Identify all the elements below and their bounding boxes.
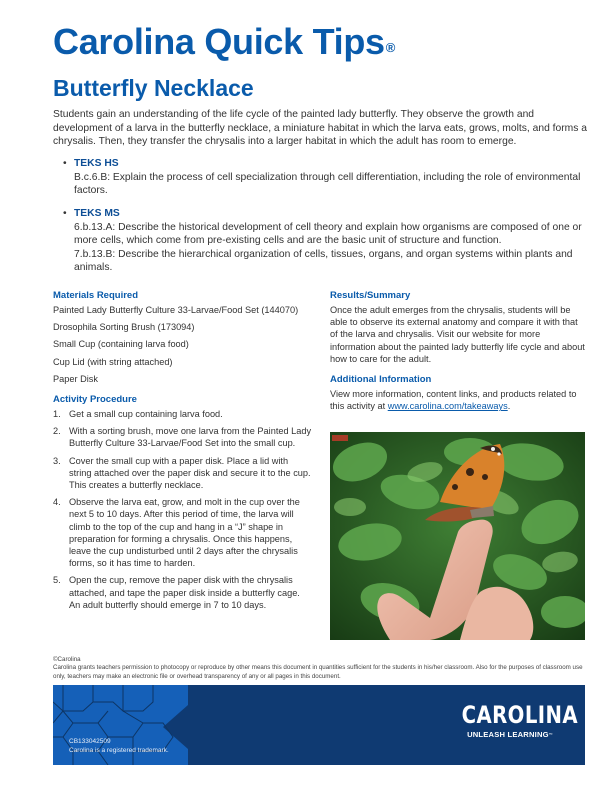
additional-info-text: [330, 388, 586, 412]
material-item: Drosophila Sorting Brush (173094): [53, 322, 195, 333]
step-text: Cover the small cup with a paper disk. Place a lid with string attached over the paper disk and secure it to the cup. This creates a butterfly necklace.: [69, 455, 311, 491]
procedure-list: [53, 408, 313, 611]
footer-banner: [53, 685, 585, 765]
material-item: Painted Lady Butterfly Culture 33-Larvae/Food Set (144070): [53, 305, 299, 315]
standard-label: TEKS HS: [74, 158, 119, 169]
additional-info-prefix: View more information, content links, and products related to this activity at: [330, 389, 577, 412]
permission-text: Carolina grants teachers permission to photocopy or reproduce by other means this document in quantities sufficient for the students in his/her classroom. Also for the purposes of classroom use only, teachers may make an electronic file or overhead transparency of any or all pages in this document.: [53, 664, 583, 680]
step-number: 5.: [53, 575, 61, 586]
activity-title: Butterfly Necklace: [53, 75, 254, 101]
standard-teks-ms: [63, 207, 588, 275]
tagline-text: UNLEASH LEARNING: [467, 730, 549, 739]
carolina-logo: [451, 701, 579, 740]
page-title-text: Carolina Quick Tips: [53, 21, 385, 62]
copyright-notice: [53, 656, 593, 681]
document-code: CB133042509: [69, 738, 111, 745]
intro-paragraph: Students gain an understanding of the life cycle of the painted lady butterfly. They observe the growth and development of a larva in the butterfly necklace, a miniature habitat in which the larva eats, grows, molts, and forms a chrysalis. Then, they transfer the chrysalis into a larger habitat in which the adult has room to emerge.: [53, 109, 587, 148]
document-code-block: [69, 738, 169, 755]
step-text: With a sorting brush, move one larva from the Painted Lady Butterfly Culture 33-Larvae/Food Set into the small cup.: [69, 426, 312, 449]
trademark-mark: ™: [548, 732, 553, 737]
results-text: Once the adult emerges from the chrysalis, students will be able to observe its external anatomy and compare it with that of the larva and chrysalis. Visit our website for more information about the painted lady butterfly life cycle and about how to care for the adult.: [330, 305, 585, 364]
logo-tagline: [451, 730, 569, 740]
procedure-step: [53, 425, 313, 449]
step-text: Get a small cup containing larva food.: [69, 409, 223, 420]
right-column: [330, 290, 586, 412]
step-number: 4.: [53, 497, 61, 508]
materials-heading: Materials Required: [53, 290, 138, 301]
additional-info-suffix: .: [507, 401, 511, 412]
procedure-step: [53, 455, 313, 492]
material-item: Paper Disk: [53, 373, 98, 384]
standard-label: TEKS MS: [74, 208, 120, 219]
material-item: Small Cup (containing larva food): [53, 339, 189, 350]
butterfly-photo-illustration: [330, 432, 585, 640]
step-text: Open the cup, remove the paper disk with the chrysalis attached, and tape the paper disk inside a butterfly cage. An adult butterfly should emerge in 7 to 10 days.: [69, 575, 300, 610]
step-number: 1.: [53, 409, 61, 420]
material-item: Cup Lid (with string attached): [53, 356, 173, 367]
procedure-step: [53, 574, 313, 611]
step-text: Observe the larva eat, grow, and molt in the cup over the next 5 to 10 days. After this period of time, the larva will climb to the top of the cup and hang in a “J” shape in preparation for forming a chrysalis. Once this happens, leave the cup undisturbed until 2 days after the chrysalis forms, so it has time to harden.: [69, 497, 300, 569]
standard-text: 6.b.13.A: Describe the historical development of cell theory and explain how organisms are composed of one or more cells, which come from pre-existing cells and are the basic unit of structure and function.: [74, 221, 582, 247]
logo-wordmark: CAROLINA: [461, 701, 579, 729]
additional-info-heading: Additional Information: [330, 374, 432, 386]
results-heading: Results/Summary: [330, 290, 411, 301]
standard-text: 7.b.13.B: Describe the hierarchical organization of cells, tissues, organs, and organ systems within plants and animals.: [74, 248, 573, 274]
procedure-step: [53, 408, 313, 420]
copyright-line: ©Carolina: [53, 656, 81, 663]
step-number: 3.: [53, 455, 61, 466]
trademark-notice: Carolina is a registered trademark.: [69, 746, 169, 754]
standard-text: B.c.6.B: Explain the process of cell specialization through cell differentiation, including the role of environmental factors.: [74, 171, 581, 197]
bullet-icon: •: [63, 158, 67, 169]
bullet-icon: •: [63, 208, 67, 219]
left-column: [53, 290, 313, 616]
procedure-heading: Activity Procedure: [53, 394, 137, 406]
standard-teks-hs: [63, 157, 588, 198]
procedure-step: [53, 496, 313, 569]
step-number: 2.: [53, 426, 61, 437]
registered-mark: ®: [385, 40, 396, 55]
page-title: [53, 20, 395, 64]
takeaways-link[interactable]: www.carolina.com/takeaways: [387, 401, 508, 412]
butterfly-photo: [330, 432, 585, 640]
